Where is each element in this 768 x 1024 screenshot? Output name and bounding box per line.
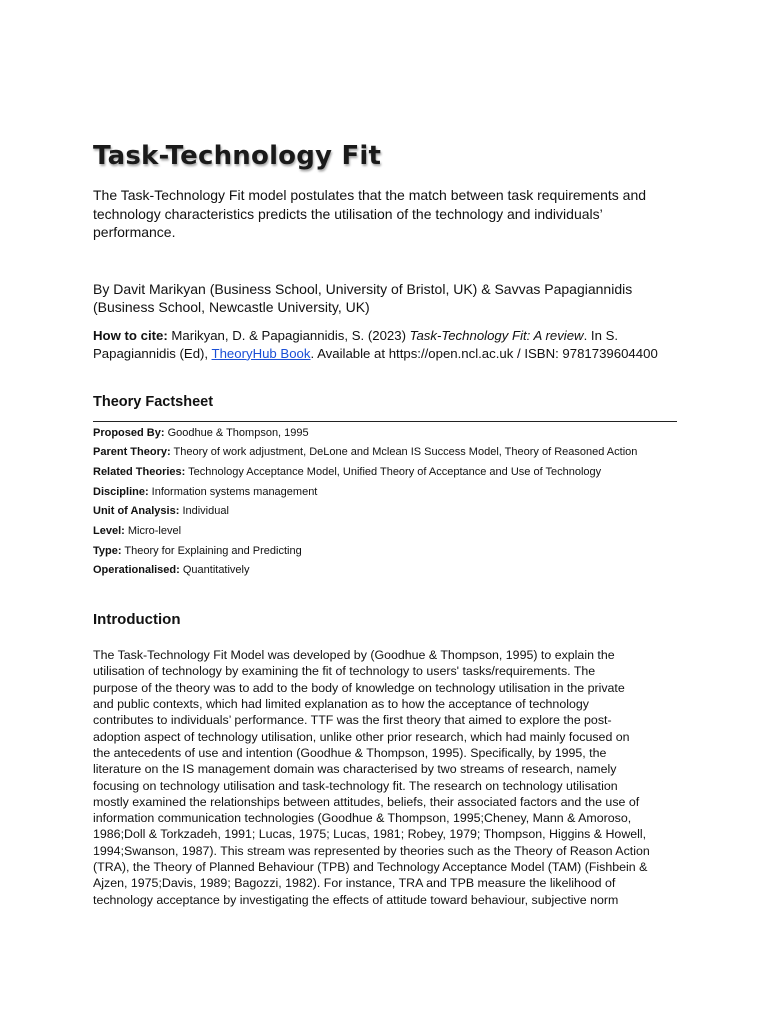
fact-parent-theory [93,443,677,463]
paragraph-line: technology acceptance by investigating the effects of attitude toward behaviour, subjective norm [93,892,619,907]
factsheet-divider [93,421,677,422]
fact-operationalised [93,561,677,581]
introduction-paragraph [93,647,677,908]
paragraph-line: purpose of the theory was to add to the body of knowledge on technology utilisation in the private [93,680,625,695]
paragraph-line: utilisation of technology by examining the fit of technology to users' tasks/requirements. The [93,664,596,679]
paragraph-line: 1986;Doll & Torkzadeh, 1991; Lucas, 1975; Lucas, 1981; Robey, 1979; Thompson, Higgins & Howell, [93,827,647,842]
paragraph-line: adoption aspect of technology utilisation, unlike other prior research, which had mainly focused on [93,729,630,744]
citation-text-after: . Available at https://open.ncl.ac.uk / ISBN: 9781739604400 [310,345,658,361]
fact-label: Unit of Analysis: [93,505,180,518]
fact-label: Type: [93,544,122,557]
paragraph-line: and public contexts, which had limited explanation as to how the acceptance of technology [93,697,589,712]
authors-line: By Davit Marikyan (Business School, University of Bristol, UK) & Savvas Papagiannidis (Business School, Newcastle University, UK) [93,280,633,315]
citation-title: Task-Technology Fit: A review [409,327,584,343]
citation-text-before: Marikyan, D. & Papagiannidis, S. (2023) [167,327,410,343]
citation-label: How to cite: [93,327,168,343]
fact-value: Information systems management [148,485,318,498]
paragraph-line: the antecedents of use and intention (Goodhue & Thompson, 1995). Specifically, by 1995, the [93,745,607,760]
citation-text-middle: . In S. Papagiannidis (Ed), [93,327,619,361]
fact-label: Operationalised: [93,564,180,577]
paragraph-line: The Task-Technology Fit Model was developed by (Goodhue & Thompson, 1995) to explain the [93,648,615,663]
fact-label: Discipline: [93,485,149,498]
fact-proposed-by [93,424,677,444]
fact-unit-of-analysis [93,502,677,522]
paragraph-line: Ajzen, 1975;Davis, 1989; Bagozzi, 1982). For instance, TRA and TPB measure the likelihood of [93,876,616,891]
fact-value: Goodhue & Thompson, 1995 [164,426,309,439]
fact-discipline [93,483,677,503]
theoryhub-book-link[interactable]: TheoryHub Book [211,345,311,361]
introduction-heading: Introduction [93,611,181,629]
citation-paragraph [93,327,677,363]
fact-value: Micro-level [124,525,182,538]
fact-level [93,522,677,542]
paragraph-line: focusing on technology utilisation and task-technology fit. The research on technology utilisation [93,778,618,793]
fact-label: Proposed By: [93,426,165,439]
fact-value: Theory for Explaining and Predicting [121,544,302,557]
fact-related-theories [93,463,677,483]
paragraph-line: mostly examined the relationships between attitudes, beliefs, their associated factors and the use of [93,794,640,809]
paragraph-line: contributes to individuals’ performance. TTF was the first theory that aimed to explore the post- [93,713,612,728]
paragraph-line: 1994;Swanson, 1987). This stream was represented by theories such as the Theory of Reason Action [93,843,650,858]
factsheet-heading: Theory Factsheet [93,393,214,410]
summary-paragraph: The Task-Technology Fit model postulates that the match between task requirements and technology characteristics predicts the utilisation of the technology and individuals’ performance. [93,187,647,240]
factsheet-list [93,424,677,582]
fact-type [93,542,677,562]
paragraph-line: (TRA), the Theory of Planned Behaviour (TPB) and Technology Acceptance Model (TAM) (Fishbein & [93,859,648,874]
fact-label: Level: [93,525,125,538]
fact-value: Individual [179,505,229,518]
fact-label: Related Theories: [93,465,186,478]
paragraph-line: information communication technologies (Goodhue & Thompson, 1995;Cheney, Mann & Amoroso, [93,811,632,826]
page-title: Task-Technology Fit [93,141,382,171]
fact-value: Theory of work adjustment, DeLone and Mclean IS Success Model, Theory of Reasoned Action [170,446,638,459]
fact-value: Technology Acceptance Model, Unified Theory of Acceptance and Use of Technology [185,465,602,478]
paragraph-line: literature on the IS management domain was characterised by two streams of research, namely [93,762,617,777]
fact-label: Parent Theory: [93,446,171,459]
fact-value: Quantitatively [179,564,250,577]
